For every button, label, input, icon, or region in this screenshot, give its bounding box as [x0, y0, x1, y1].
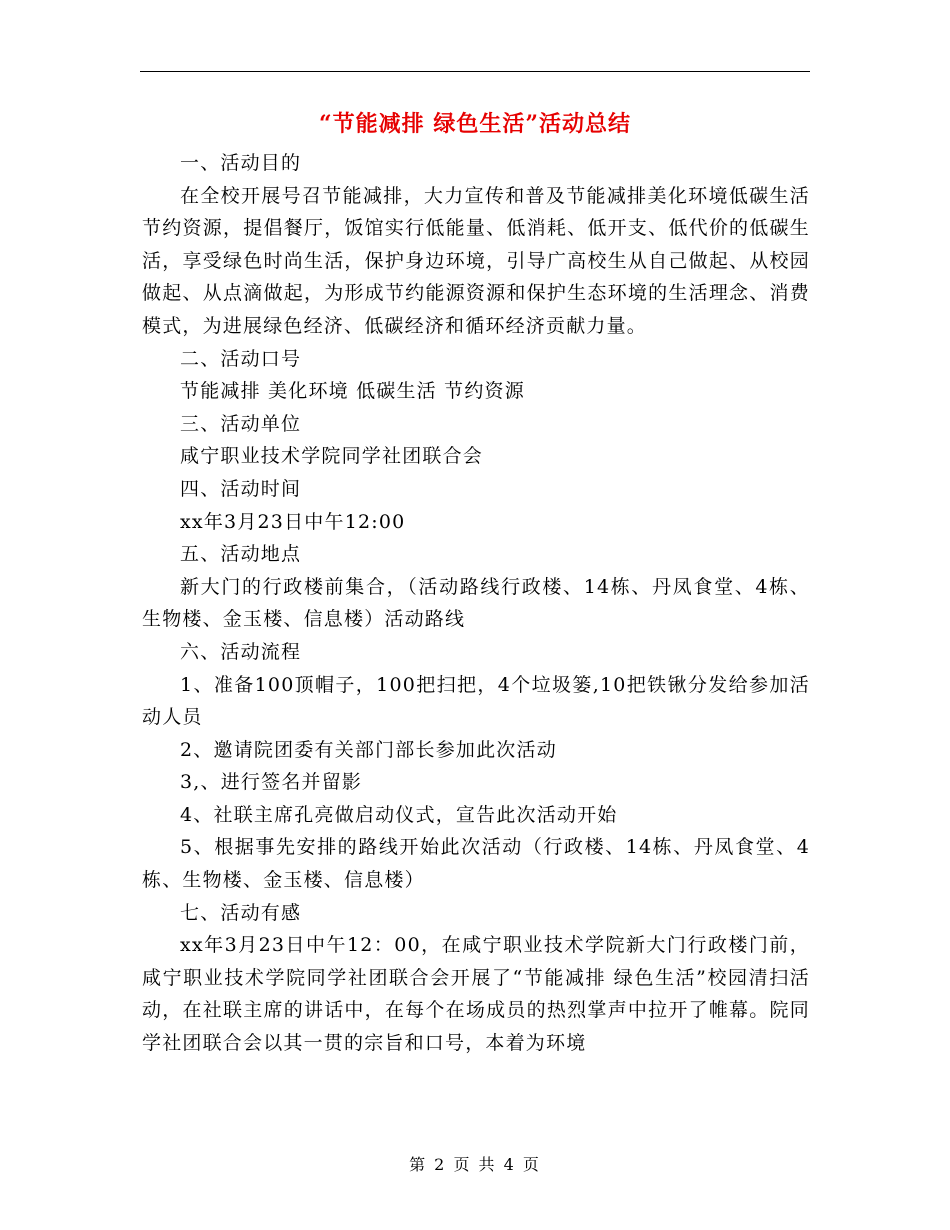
heading-reflection: 七、活动有感	[180, 901, 302, 924]
paragraph-organizer: 咸宁职业技术学院同学社团联合会	[180, 445, 484, 468]
process-step-3: 3,、进行签名并留影	[180, 771, 363, 794]
document-title: “节能减排 绿色生活”活动总结	[319, 111, 631, 137]
heading-purpose: 一、活动目的	[180, 152, 302, 174]
paragraph-time: xx年3月23日中午12:00	[180, 510, 406, 533]
process-step-1: 1、准备100顶帽子，100把扫把，4个垃圾篓,10把铁锹分发给参加活动人员	[142, 673, 810, 729]
process-step-4: 4、社联主席孔亮做启动仪式，宣告此次活动开始	[180, 803, 618, 826]
process-step-2: 2、邀请院团委有关部门部长参加此次活动	[180, 738, 557, 761]
page-number: 第 2 页 共 4 页	[409, 1155, 541, 1174]
heading-slogan: 二、活动口号	[180, 347, 302, 370]
paragraph-location: 新大门的行政楼前集合，（活动路线行政楼、14栋、丹凤食堂、4栋、生物楼、金玉楼、信息楼）活动路线	[142, 575, 810, 631]
paragraph-slogan: 节能减排 美化环境 低碳生活 节约资源	[180, 380, 525, 403]
heading-process: 六、活动流程	[180, 640, 302, 663]
heading-location: 五、活动地点	[180, 543, 302, 566]
paragraph-reflection: xx年3月23日中午12：00，在咸宁职业技术学院新大门行政楼门前，咸宁职业技术学院同学社团联合会开展了“节能减排 绿色生活”校园清扫活动，在社联主席的讲话中，在每个在场成员的热烈掌声中拉开了帷幕。院同学社团联合会以其一贯的宗旨和口号，本着为环境	[142, 934, 810, 1055]
document-body	[142, 147, 810, 1060]
heading-time: 四、活动时间	[180, 477, 302, 500]
header-rule	[140, 71, 810, 72]
paragraph-purpose: 在全校开展号召节能减排，大力宣传和普及节能减排美化环境低碳生活节约资源，提倡餐厅，饭馆实行低能量、低消耗、低开支、低代价的低碳生活，享受绿色时尚生活，保护身边环境，引导广高校生从自己做起、从校园做起、从点滴做起，为形成节约能源资源和保护生态环境的生活理念、消费模式，为进展绿色经济、低碳经济和循环经济贡献力量。	[142, 184, 810, 337]
heading-organizer: 三、活动单位	[180, 412, 302, 435]
process-step-5: 5、根据事先安排的路线开始此次活动（行政楼、14栋、丹凤食堂、4栋、生物楼、金玉楼、信息楼）	[142, 836, 810, 892]
